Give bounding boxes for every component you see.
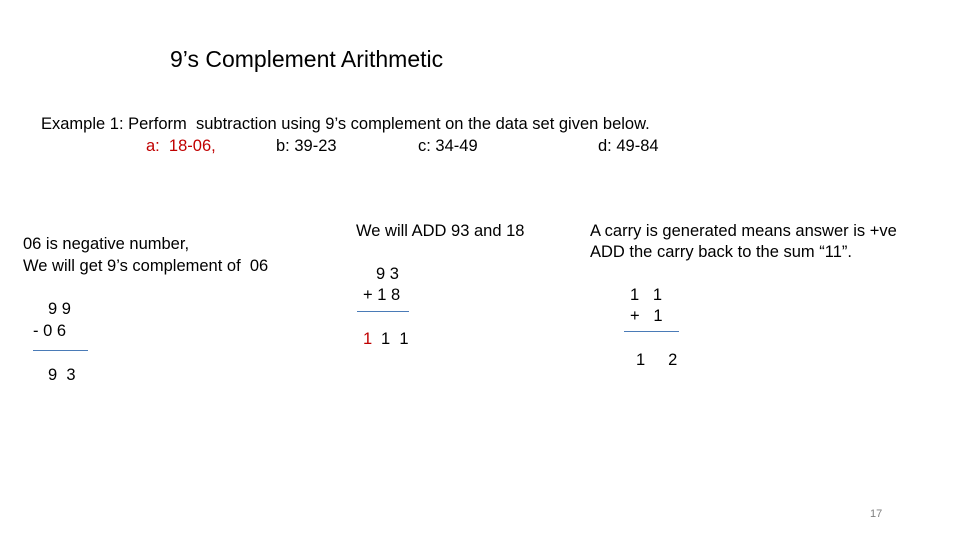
right-carry-add: + 1 xyxy=(630,307,663,325)
right-result: 1 2 xyxy=(636,351,678,369)
middle-divider xyxy=(357,311,409,312)
example-instruction: Example 1: Perform subtraction using 9’s complement on the data set given below. xyxy=(41,115,650,133)
right-divider xyxy=(624,331,679,332)
dataset-d: d: 49-84 xyxy=(598,137,659,155)
dataset-a: a: 18-06, xyxy=(146,137,216,155)
middle-addend2: + 1 8 xyxy=(363,286,401,304)
left-explanation-line2: We will get 9’s complement of 06 xyxy=(23,257,269,275)
right-sum: 1 1 xyxy=(630,286,663,304)
right-explanation-line1: A carry is generated means answer is +ve xyxy=(590,222,897,240)
middle-heading: We will ADD 93 and 18 xyxy=(356,222,525,240)
dataset-b: b: 39-23 xyxy=(276,137,337,155)
left-subtrahend: - 0 6 xyxy=(33,322,67,340)
middle-result-digits: 1 1 xyxy=(381,330,409,348)
slide-title: 9’s Complement Arithmetic xyxy=(170,46,444,72)
left-result: 9 3 xyxy=(48,366,76,384)
dataset-c: c: 34-49 xyxy=(418,137,478,155)
page-number: 17 xyxy=(870,508,883,520)
middle-addend1: 9 3 xyxy=(376,265,399,283)
left-minuend: 9 9 xyxy=(48,300,71,318)
middle-carry-digit: 1 xyxy=(363,330,373,348)
left-divider xyxy=(33,350,88,351)
right-explanation-line2: ADD the carry back to the sum “11”. xyxy=(590,243,852,261)
left-explanation-line1: 06 is negative number, xyxy=(23,235,190,253)
